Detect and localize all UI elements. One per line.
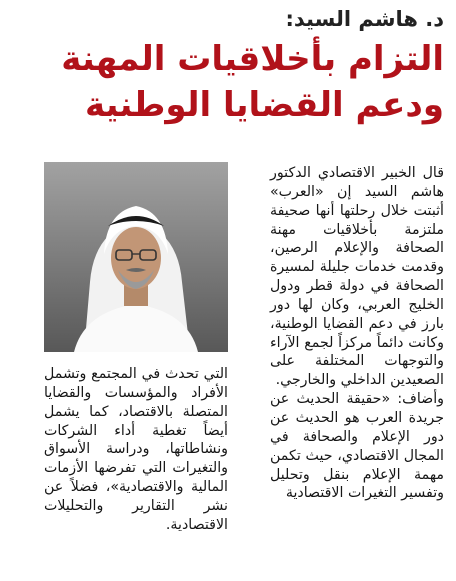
body-paragraph-1: قال الخبير الاقتصادي الدكتور هاشم السيد إن «العرب» أثبتت خلال رحلتها أنها صحيفة ملتزمة بأخلاقيات مهنة الصحافة والإعلام الرصين، وقدمت خدمات جليلة لمسيرة الصحافة في دولة قطر ودول الخليج العربي، وكان لها دور بارز في دعم القضايا الوطنية، وكانت دائماً مركزاً لجمع الآراء والتوجهات المختلفة على الصعيدين الداخلي والخارجي. bbox=[270, 165, 444, 389]
body-paragraph-3: التي تحدث في المجتمع وتشمل الأفراد والمؤسسات والقضايا المتصلة بالاقتصاد، كما يشمل أيضاً تغطية أداء الشركات ونشاطاتها، ودراسة الأسواق والتغيرات التي تفرضها الأزمات المالية والاقتصادية»، فضلاً عن نشر التقارير والتحليلات الاقتصادية. bbox=[44, 366, 228, 533]
headline-line-1: التزام بأخلاقيات المهنة bbox=[61, 39, 444, 79]
portrait-photo bbox=[44, 162, 228, 352]
article-column-left bbox=[44, 365, 228, 535]
headline-line-2: ودعم القضايا الوطنية bbox=[85, 85, 444, 125]
article-column-right bbox=[270, 164, 444, 503]
byline: د. هاشم السيد: bbox=[285, 7, 444, 31]
portrait-illustration bbox=[44, 162, 228, 352]
headline bbox=[14, 36, 444, 128]
body-paragraph-2: وأضاف: «حقيقة الحديث عن جريدة العرب هو الحديث عن دور الإعلام والصحافة في المجال الاقتصادي، حيث تكمن مهمة الإعلام بنقل وتحليل وتفسير التغيرات الاقتصادية bbox=[270, 391, 444, 502]
